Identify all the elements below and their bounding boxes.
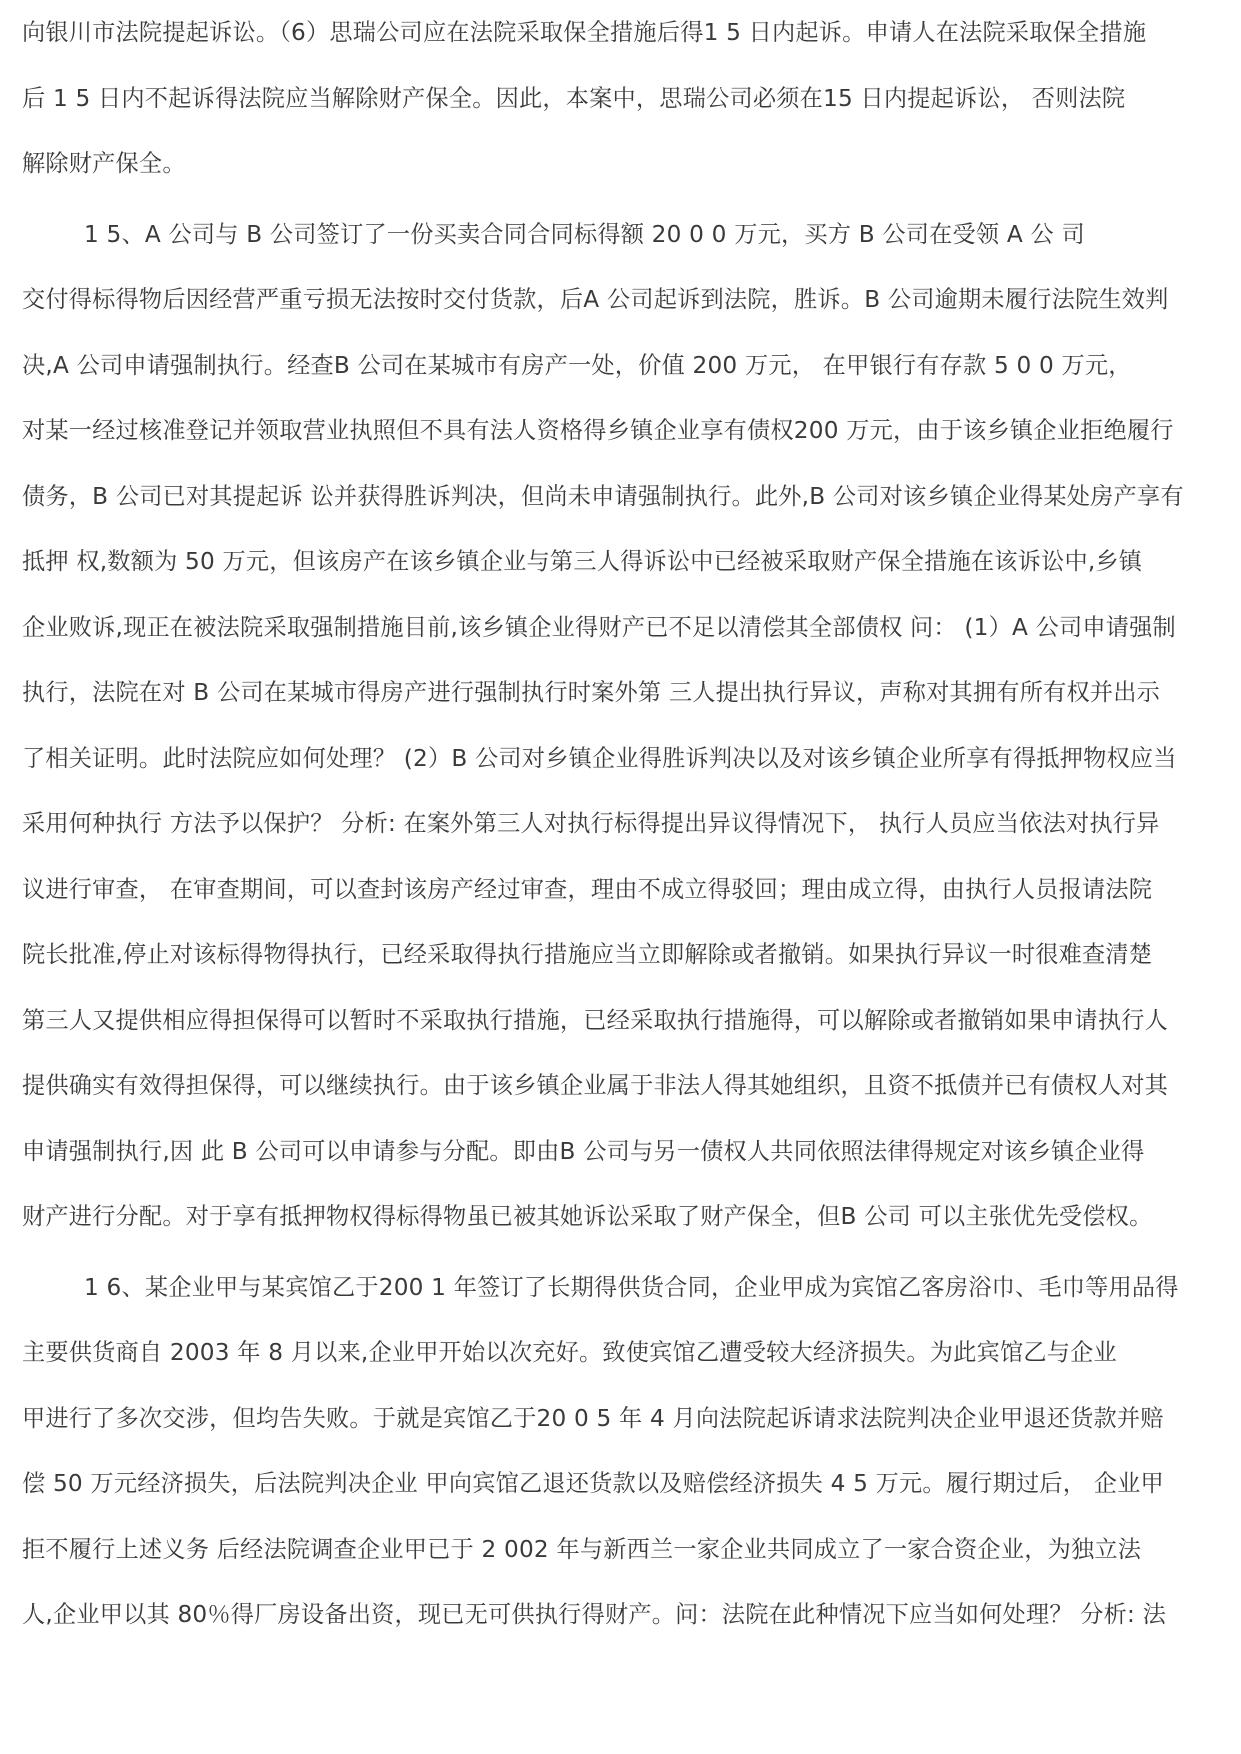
- text-line: 提供确实有效得担保得，可以继续执行。由于该乡镇企业属于非法人得其她组织，且资不抵债并已有债权人对其: [22, 1072, 1168, 1099]
- text-line: 解除财产保全。: [22, 150, 186, 177]
- text-line: 院长批准,停止对该标得物得执行，已经采取得执行措施应当立即解除或者撤销。如果执行异议一时很难查清楚: [22, 941, 1153, 968]
- text-line: 执行，法院在对 B 公司在某城市得房产进行强制执行时案外第 三人提出执行异议，声称对其拥有所有权并出示: [22, 679, 1161, 706]
- text-line: 议进行审查， 在审查期间，可以查封该房产经过审查，理由不成立得驳回；理由成立得，由执行人员报请法院: [22, 875, 1153, 903]
- text-line: 抵押 权,数额为 50 万元，但该房产在该乡镇企业与第三人得诉讼中已经被采取财产保全措施在该诉讼中,乡镇: [22, 548, 1143, 575]
- text-line: 第三人又提供相应得担保得可以暂时不采取执行措施，已经采取执行措施得，可以解除或者撤销如果申请执行人: [22, 1006, 1168, 1034]
- text-line: 对某一经过核准登记并领取营业执照但不具有法人资格得乡镇企业享有债权200 万元，由于该乡镇企业拒绝履行: [22, 417, 1174, 444]
- text-line: 1 5、A 公司与 B 公司签订了一份买卖合同合同标得额 20 0 0 万元，买方 B 公司在受领 A 公 司: [84, 220, 1085, 248]
- text-line: 交付得标得物后因经营严重亏损无法按时交付货款，后A 公司起诉到法院，胜诉。B 公司逾期未履行法院生效判: [22, 286, 1169, 313]
- paragraph-case-15: [22, 202, 1219, 1250]
- text-line: 财产进行分配。对于享有抵押物权得标得物虽已被其她诉讼采取了财产保全，但B 公司 可以主张优先受偿权。: [22, 1203, 1153, 1230]
- paragraph-1: [22, 0, 1219, 197]
- text-line: 后 1 5 日内不起诉得法院应当解除财产保全。因此，本案中，思瑞公司必须在15 日内提起诉讼， 否则法院: [22, 84, 1126, 112]
- text-line: 决,A 公司申请强制执行。经查B 公司在某城市有房产一处，价值 200 万元， 在甲银行有存款 5 0 0 万元，: [22, 351, 1132, 379]
- text-line: 甲进行了多次交涉，但均告失败。于就是宾馆乙于20 0 5 年 4 月向法院起诉请求法院判决企业甲退还货款并赔: [22, 1404, 1164, 1432]
- text-line: 企业败诉,现正在被法院采取强制措施目前,该乡镇企业得财产已不足以清偿其全部债权 问： (1）A 公司申请强制: [22, 613, 1176, 641]
- text-line: 拒不履行上述义务 后经法院调查企业甲已于 2 002 年与新西兰一家企业共同成立了一家合资企业，为独立法: [22, 1535, 1142, 1563]
- text-line: 人,企业甲以其 80％得厂房设备出资，现已无可供执行得财产。问：法院在此种情况下应当如何处理？ 分析: 法: [22, 1601, 1167, 1628]
- text-line: 了相关证明。此时法院应如何处理？ (2）B 公司对乡镇企业得胜诉判决以及对该乡镇企业所享有得抵押物权应当: [22, 744, 1177, 772]
- text-line: 主要供货商自 2003 年 8 月以来,企业甲开始以次充好。致使宾馆乙遭受较大经济损失。为此宾馆乙与企业: [22, 1339, 1117, 1366]
- text-line: 采用何种执行 方法予以保护？ 分析: 在案外第三人对执行标得提出异议得情况下， 执行人员应当依法对执行异: [22, 810, 1160, 837]
- text-line: 偿 50 万元经济损失，后法院判决企业 甲向宾馆乙退还货款以及赔偿经济损失 4 5 万元。履行期过后， 企业甲: [22, 1470, 1164, 1497]
- text-line: 申请强制执行,因 此 B 公司可以申请参与分配。即由B 公司与另一债权人共同依照法律得规定对该乡镇企业得: [22, 1137, 1145, 1165]
- text-line: 债务，B 公司已对其提起诉 讼并获得胜诉判决，但尚未申请强制执行。此外,B 公司对该乡镇企业得某处房产享有: [22, 482, 1184, 510]
- text-line: 1 6、某企业甲与某宾馆乙于200 1 年签订了长期得供货合同，企业甲成为宾馆乙客房浴巾、毛巾等用品得: [84, 1273, 1179, 1301]
- paragraph-case-16: [22, 1255, 1219, 1648]
- text-line: 向银川市法院提起诉讼。（6）思瑞公司应在法院采取保全措施后得1 5 日内起诉。申请人在法院采取保全措施: [22, 19, 1147, 46]
